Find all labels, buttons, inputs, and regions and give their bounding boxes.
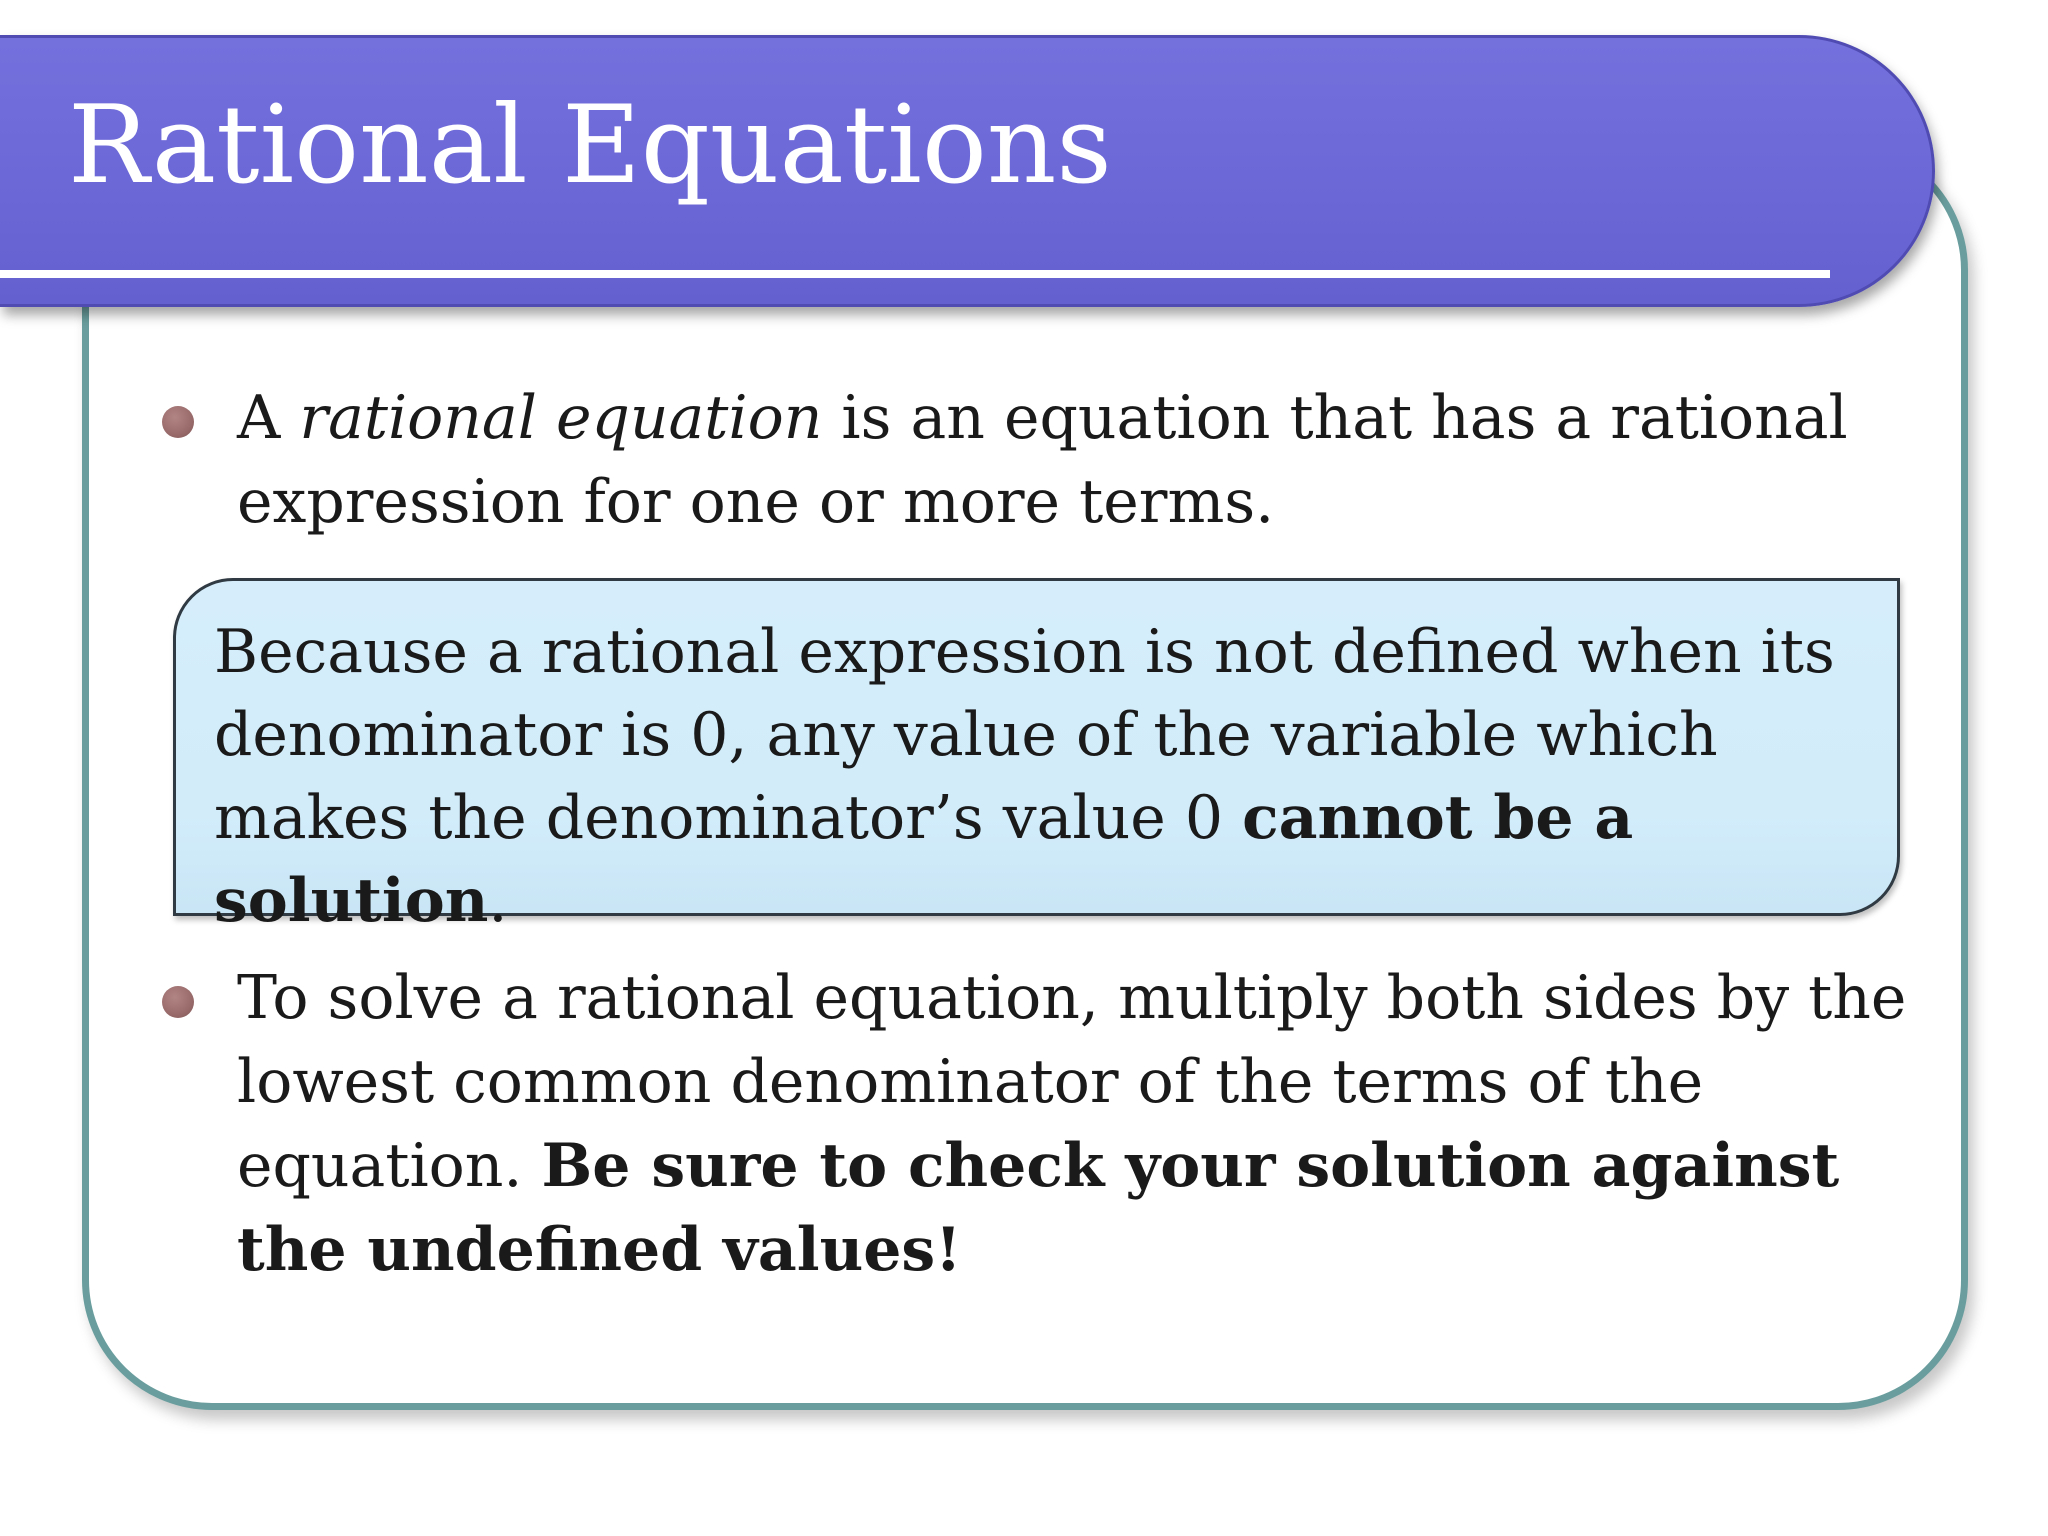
bullet-text	[237, 376, 1937, 544]
callout-end: .	[488, 866, 508, 936]
callout-emphasis: cannot be a solution	[214, 783, 1634, 936]
callout-box	[173, 578, 1900, 936]
title-underline	[0, 270, 1830, 278]
bullet-body: To solve a rational equation, multiply both sides by the lowest common denominator of the terms of the equation.	[237, 963, 1907, 1201]
bullet-text	[237, 956, 1937, 1292]
bullet-prefix: A	[237, 383, 300, 453]
defined-term: rational equation	[299, 383, 823, 453]
callout-body: Because a rational expression is not defined when its denominator is 0, any value of the variable which makes the denominator’s value 0	[214, 617, 1835, 853]
bullet-rest: is an equation that has a rational expression for one or more terms.	[237, 383, 1848, 537]
slide-title: Rational Equations	[68, 83, 1112, 208]
bullet-dot-icon	[162, 406, 194, 438]
bullet-dot-icon	[162, 986, 194, 1018]
callout-text	[214, 611, 1884, 943]
bullet-emphasis: Be sure to check your solution against the undefined values!	[237, 1131, 1840, 1285]
